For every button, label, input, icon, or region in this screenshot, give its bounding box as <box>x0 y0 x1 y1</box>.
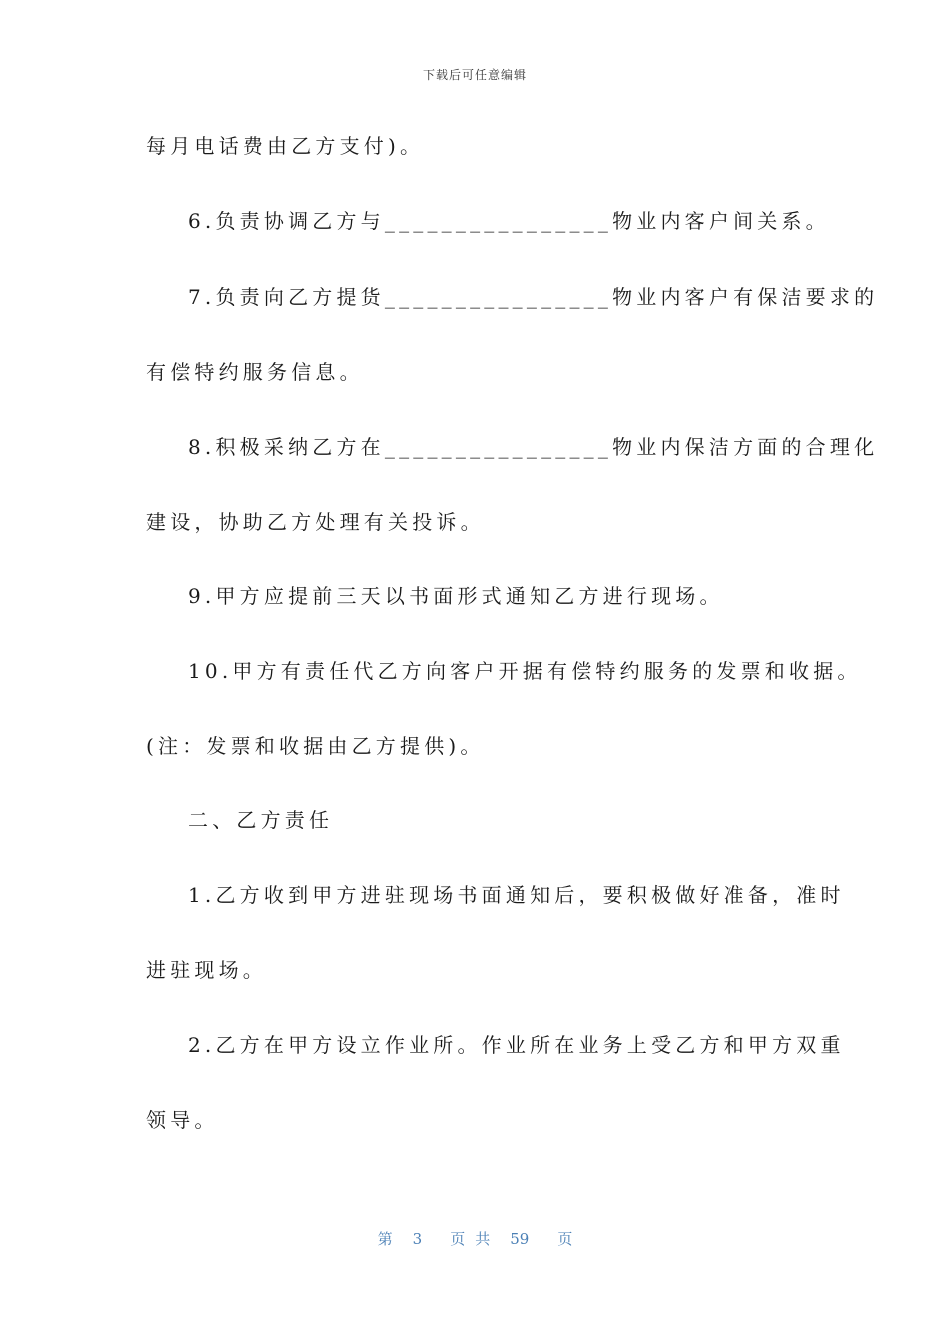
footer-current-page: 3 <box>412 1230 423 1248</box>
page-header: 下载后可任意编辑 <box>422 68 527 82</box>
paragraph-line: (注：发票和收据由乙方提供)。 <box>146 734 485 758</box>
paragraph-line: 8.积极采纳乙方在________________物业内保洁方面的合理化 <box>188 435 879 459</box>
paragraph-line: 进驻现场。 <box>146 958 267 982</box>
paragraph-line: 6.负责协调乙方与________________物业内客户间关系。 <box>188 209 830 233</box>
paragraph-line: 1.乙方收到甲方进驻现场书面通知后，要积极做好准备，准时 <box>188 883 845 907</box>
paragraph-line: 有偿特约服务信息。 <box>146 360 364 384</box>
paragraph-line: 2.乙方在甲方设立作业所。作业所在业务上受乙方和甲方双重 <box>188 1033 845 1057</box>
paragraph-line: 每月电话费由乙方支付)。 <box>146 134 425 158</box>
paragraph-line: 10.甲方有责任代乙方向客户开据有偿特约服务的发票和收据。 <box>188 659 862 683</box>
paragraph-line: 建设，协助乙方处理有关投诉。 <box>146 510 485 534</box>
paragraph-line: 7.负责向乙方提货________________物业内客户有保洁要求的 <box>188 285 879 309</box>
section-heading: 二、乙方责任 <box>188 808 334 832</box>
footer-middle: 页 <box>450 1230 466 1248</box>
page-footer <box>0 1228 950 1249</box>
footer-total-pages: 59 <box>510 1230 530 1248</box>
paragraph-line: 领导。 <box>146 1108 219 1132</box>
footer-prefix: 第 <box>377 1230 393 1248</box>
paragraph-line: 9.甲方应提前三天以书面形式通知乙方进行现场。 <box>188 584 724 608</box>
footer-total-prefix: 共 <box>475 1230 491 1248</box>
footer-suffix: 页 <box>557 1230 573 1248</box>
